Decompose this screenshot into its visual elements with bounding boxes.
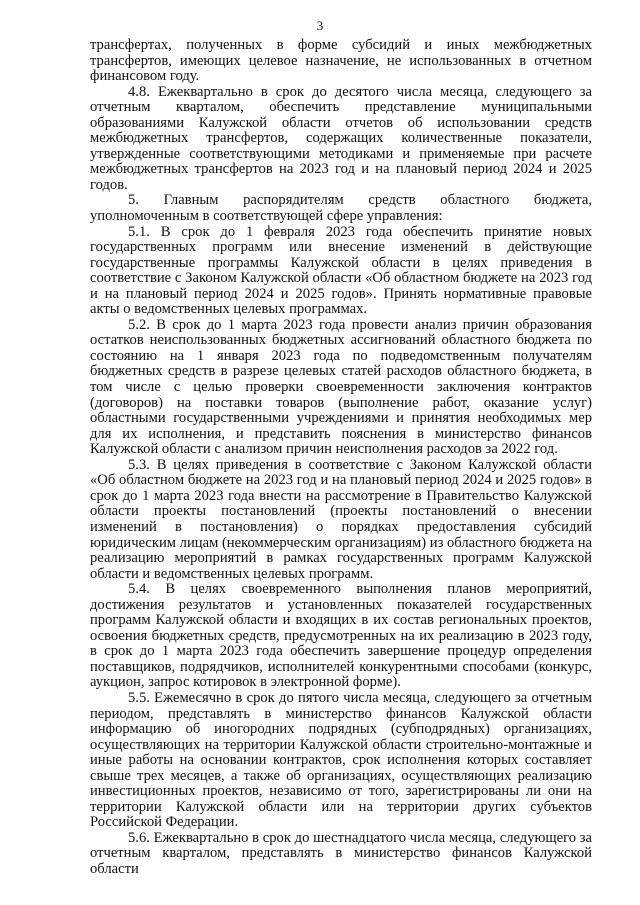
- paragraph-4-8: 4.8. Ежеквартально в срок до десятого числа месяца, следующего за отчетным кварталом, обеспечить представление муниципальными образованиями Калужской области отчетов об использовании средств межбюджетных трансфертов, содержащих количественные показатели, утвержденные соответствующими методиками и применяемые при расчете межбюджетных трансфертов на 2023 год и на плановый период 2024 и 2025 годов.: [90, 83, 592, 193]
- paragraph-5-2: 5.2. В срок до 1 марта 2023 года провести анализ причин образования остатков неиспользованных бюджетных ассигнований областного бюджета по состоянию на 1 января 2023 года по подведомственным получателям бюджетных средств в разрезе целевых статей расходов областного бюджета, в том числе с целью проверки своевременности заключения контрактов (договоров) на поставки товаров (выполнение работ, оказание услуг) областными государственными учреждениями и принятия необходимых мер для их исполнения, и представить пояснения в министерство финансов Калужской области с анализом причин неисполнения расходов за 2022 год.: [90, 316, 592, 458]
- paragraph-5-5: 5.5. Ежемесячно в срок до пятого числа месяца, следующего за отчетным периодом, представлять в министерство финансов Калужской области информацию об иногородних подрядных (субподрядных) организациях, осуществляющих на территории Калужской области строительно-монтажные и иные работы на основании контрактов, срок исполнения которых составляет свыше трех месяцев, а также об организациях, осуществляющих реализацию инвестиционных проектов, независимо от того, зарегистрированы ли они на территории Калужской области или на территории других субъектов Российской Федерации.: [90, 689, 592, 831]
- paragraph-5-4: 5.4. В целях своевременного выполнения планов мероприятий, достижения результатов и установленных показателей государственных программ Калужской области и входящих в их состав региональных проектов, освоения бюджетных средств, предусмотренных на их реализацию в 2023 году, в срок до 1 марта 2023 года обеспечить завершение процедур определения поставщиков, подрядчиков, исполнителей конкурентными способами (конкурс, аукцион, запрос котировок в электронной форме).: [90, 581, 592, 691]
- document-body: [90, 38, 592, 878]
- paragraph-continuation: трансфертах, полученных в форме субсидий и иных межбюджетных трансфертов, имеющих целевое назначение, не использованных в отчетном финансовом году.: [90, 37, 592, 85]
- paragraph-5: 5. Главным распорядителям средств областного бюджета, уполномоченным в соответствующей сфере управления:: [90, 192, 592, 225]
- paragraph-5-6: 5.6. Ежеквартально в срок до шестнадцатого числа месяца, следующего за отчетным кварталом, представлять в министерство финансов Калужской области: [90, 829, 592, 877]
- paragraph-5-1: 5.1. В срок до 1 февраля 2023 года обеспечить принятие новых государственных программ или внесение изменений в действующие государственные программы Калужской области в целях приведения в соответствие с Законом Калужской области «Об областном бюджете на 2023 год и на плановый период 2024 и 2025 годов». Принять нормативные правовые акты о ведомственных целевых программах.: [90, 223, 592, 318]
- page-number: 3: [316, 18, 324, 33]
- paragraph-5-3: 5.3. В целях приведения в соответствие с Законом Калужской области «Об областном бюджете на 2023 год и на плановый период 2024 и 2025 годов» в срок до 1 марта 2023 года внести на рассмотрение в Правительство Калужской области проекты постановлений (проекты постановлений о внесении изменений в постановления) о порядках предоставления субсидий юридическим лицам (некоммерческим организациям) из областного бюджета на реализацию мероприятий в рамках государственных программ Калужской области и ведомственных целевых программ.: [90, 456, 593, 582]
